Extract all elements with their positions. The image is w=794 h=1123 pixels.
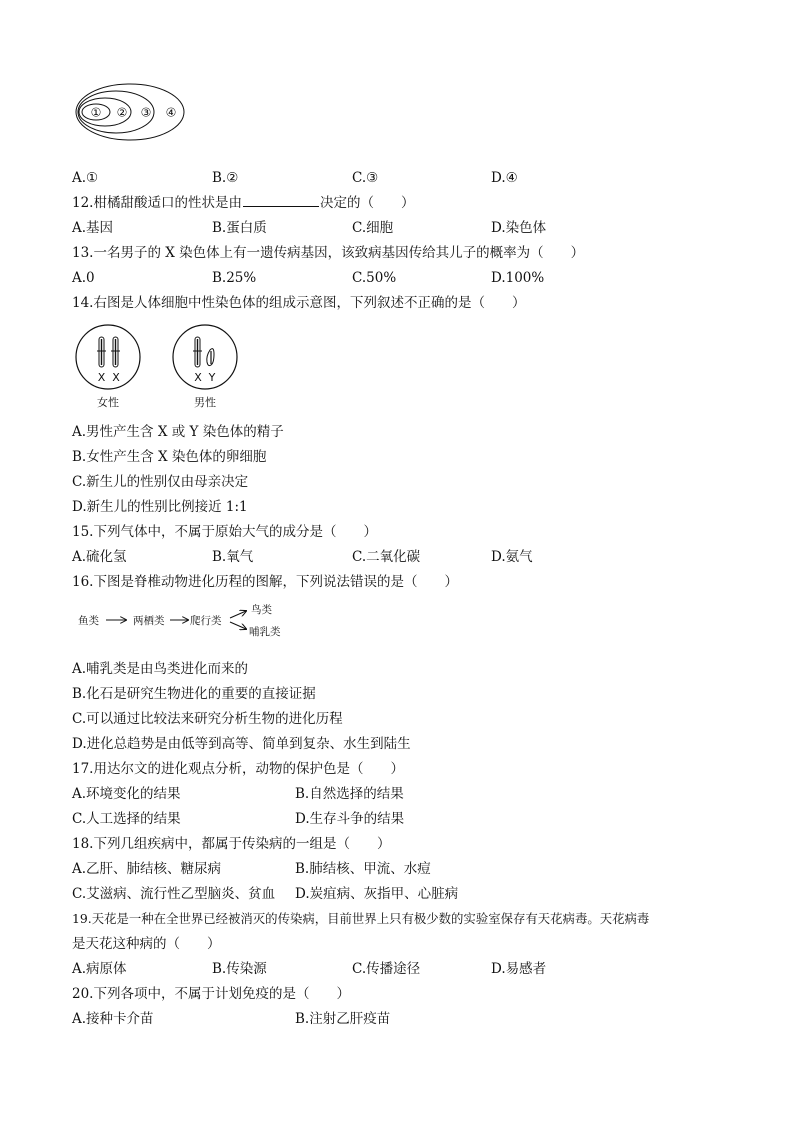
q12-stem — [72, 194, 414, 212]
q11-option-b: B.② — [212, 170, 239, 186]
q16-option-d: D.进化总趋势是由低等到高等、简单到复杂、水生到陆生 — [72, 736, 411, 752]
q16-option-c: C.可以通过比较法来研究分析生物的进化历程 — [72, 711, 343, 727]
female-chromosome-x2 — [111, 337, 120, 367]
circle-label-4: ④ — [165, 105, 177, 120]
q18-option-d: D.炭疽病、灰指甲、心脏病 — [295, 886, 459, 902]
q20-stem: 20.下列各项中，不属于计划免疫的是（ ） — [72, 986, 350, 1002]
q17-option-c: C.人工选择的结果 — [72, 811, 181, 827]
q12-stem-before: 12.柑橘甜酸适口的性状是由 — [72, 195, 242, 211]
q19-stem-line-1: 19.天花是一种在全世界已经被消灭的传染病，目前世界上只有极少数的实验室保存有天花病毒。天花病毒 — [72, 911, 650, 926]
flow-node-fish: 鱼类 — [78, 615, 99, 627]
q12-option-b: B.蛋白质 — [212, 220, 267, 236]
q12-option-d: D.染色体 — [491, 220, 547, 236]
q18-stem: 18.下列几组疾病中，都属于传染病的一组是（ ） — [72, 836, 391, 852]
male-chromosome-x — [193, 337, 202, 367]
q13-option-c: C.50% — [352, 270, 397, 286]
q11-option-c: C.③ — [352, 170, 379, 186]
q20-option-b: B.注射乙肝疫苗 — [295, 1011, 391, 1027]
q15-option-b: B.氧气 — [212, 549, 254, 565]
female-caption: 女性 — [97, 396, 119, 409]
evolution-flow-figure — [76, 600, 306, 644]
male-chromosome-y — [207, 349, 214, 366]
circle-label-2: ② — [116, 105, 128, 120]
q12-option-a: A.基因 — [72, 220, 114, 236]
q19-option-c: C.传播途径 — [352, 961, 421, 977]
q12-blank — [243, 194, 319, 207]
female-chromosome-label-2: X — [112, 371, 120, 384]
male-caption: 男性 — [194, 396, 216, 409]
q16-option-b: B.化石是研究生物进化的重要的直接证据 — [72, 686, 316, 702]
q12-option-c: C.细胞 — [352, 220, 394, 236]
flow-arrow-3 — [230, 611, 246, 618]
q14-option-c: C.新生儿的性别仅由母亲决定 — [72, 474, 249, 490]
flow-node-reptile: 爬行类 — [190, 615, 222, 627]
flow-node-mammal: 哺乳类 — [249, 626, 281, 638]
q15-option-d: D.氨气 — [491, 549, 533, 565]
male-chromosome-label-2: Y — [208, 371, 216, 384]
male-cell — [173, 325, 237, 389]
q17-option-d: D.生存斗争的结果 — [295, 811, 405, 827]
q14-option-b: B.女性产生含 X 染色体的卵细胞 — [72, 449, 267, 465]
q15-option-c: C.二氧化碳 — [352, 549, 421, 565]
q14-stem: 14.右图是人体细胞中性染色体的组成示意图，下列叙述不正确的是（ ） — [72, 295, 526, 311]
q14-option-d: D.新生儿的性别比例接近 1:1 — [72, 499, 248, 515]
female-chromosome-x1 — [97, 337, 106, 367]
q14-option-a: A.男性产生含 X 或 Y 染色体的精子 — [72, 424, 284, 440]
q13-stem: 13.一名男子的 X 染色体上有一遗传病基因，该致病基因传给其儿子的概率为（ ） — [72, 245, 585, 261]
q15-stem: 15.下列气体中，不属于原始大气的成分是（ ） — [72, 524, 377, 540]
q16-option-a: A.哺乳类是由鸟类进化而来的 — [72, 661, 249, 677]
circle-label-1: ① — [90, 105, 102, 120]
q17-option-b: B.自然选择的结果 — [295, 786, 404, 802]
q18-option-a: A.乙肝、肺结核、糖尿病 — [72, 861, 222, 877]
q11-option-d: D.④ — [491, 170, 518, 186]
flow-node-bird: 鸟类 — [251, 604, 272, 616]
q15-option-a: A.硫化氢 — [72, 549, 127, 565]
q17-stem: 17.用达尔文的进化观点分析，动物的保护色是（ ） — [72, 761, 404, 777]
q11-option-a: A.① — [72, 170, 99, 186]
female-cell — [76, 325, 140, 389]
circle-label-3: ③ — [140, 105, 152, 120]
q13-option-b: B.25% — [212, 270, 257, 286]
q19-option-a: A.病原体 — [72, 961, 127, 977]
q19-option-b: B.传染源 — [212, 961, 267, 977]
q13-option-d: D.100% — [491, 270, 545, 286]
q16-stem: 16.下图是脊椎动物进化历程的图解，下列说法错误的是（ ） — [72, 574, 458, 590]
nested-circles-figure — [70, 80, 190, 144]
q18-option-b: B.肺结核、甲流、水痘 — [295, 861, 431, 877]
male-chromosome-label-1: X — [194, 371, 202, 384]
sex-chromosome-figure — [74, 322, 244, 412]
q12-stem-after: 决定的（ ） — [319, 195, 415, 211]
q18-option-c: C.艾滋病、流行性乙型脑炎、贫血 — [72, 886, 276, 902]
q20-option-a: A.接种卡介苗 — [72, 1011, 154, 1027]
q19-option-d: D.易感者 — [491, 961, 547, 977]
q13-option-a: A.0 — [72, 270, 95, 286]
q19-stem-line-2: 是天花这种病的（ ） — [72, 936, 221, 952]
female-chromosome-label-1: X — [97, 371, 106, 384]
flow-node-amphibian: 两栖类 — [133, 615, 165, 627]
flow-arrow-4 — [230, 622, 246, 629]
q17-option-a: A.环境变化的结果 — [72, 786, 181, 802]
